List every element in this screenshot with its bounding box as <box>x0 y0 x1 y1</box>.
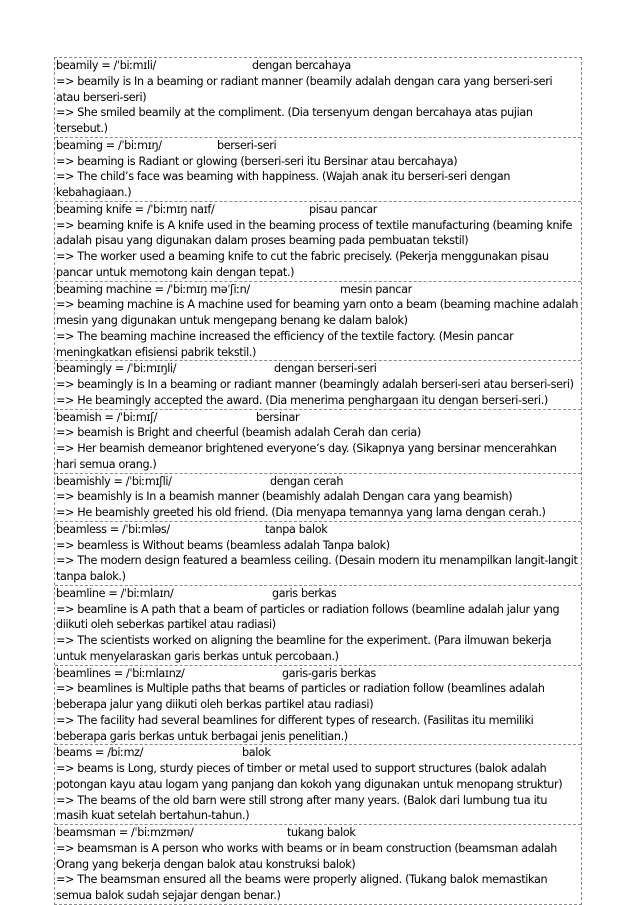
entry-example: => She smiled beamily at the compliment. (Dia tersenyum dengan bercahaya atas pujian tersebut.) <box>56 106 533 135</box>
entry-headline <box>56 410 579 426</box>
entry-headline <box>56 825 579 841</box>
entry-headword: beams = /biːmz/ <box>56 746 144 760</box>
entry-definition: => beamlines is Multiple paths that beams of particles or radiation follow (beamlines adalah beberapa jalur yang diikuti oleh berkas partikel atau radiasi) <box>56 682 545 711</box>
entry-translation: mesin pancar <box>340 282 412 296</box>
entry-translation: balok <box>242 746 271 760</box>
entry-headline <box>56 282 579 298</box>
entry-headword: beamish = /ˈbiːmɪʃ/ <box>56 410 158 424</box>
entry-headline <box>56 666 579 682</box>
entry-definition: => beaming knife is A knife used in the beaming process of textile manufacturing (beaming knife adalah pisau yang digunakan dalam proses beaming pada pembuatan tekstil) <box>56 218 573 248</box>
entry-headline <box>56 745 579 761</box>
entry-example: => Her beamish demeanor brightened everyone’s day. (Sikapnya yang bersinar mencerahkan hari semua orang.) <box>56 442 557 471</box>
entry-headline <box>56 522 579 538</box>
entry-headline <box>56 58 579 74</box>
entry-translation: dengan cerah <box>270 474 344 488</box>
entry-definition: => beamily is In a beaming or radiant manner (beamily adalah dengan cara yang berseri-seri atau berseri-seri) <box>56 74 553 104</box>
entry-translation: tanpa balok <box>265 522 328 536</box>
entry-example: => The worker used a beaming knife to cut the fabric precisely. (Pekerja menggunakan pisau pancar untuk memotong kain dengan tepat.) <box>56 250 549 279</box>
entry-definition: => beamsman is A person who works with beams or in beam construction (beamsman adalah Orang yang bekerja dengan balok atau konstruksi balok) <box>56 841 558 871</box>
dictionary-entry <box>55 585 581 665</box>
entry-example: => The modern design featured a beamless ceiling. (Desain modern itu menampilkan langit-langit tanpa balok.) <box>56 554 578 583</box>
entry-headword: beamsman = /ˈbiːmzmən/ <box>56 826 194 839</box>
dictionary-entry <box>55 744 581 824</box>
entry-headword: beamily = /ˈbiːmɪli/ <box>56 59 156 72</box>
entry-example: => The beaming machine increased the efficiency of the textile factory. (Mesin pancar meningkatkan efisiensi pabrik tekstil.) <box>56 329 514 359</box>
entry-headword: beaming machine = /ˈbiːmɪŋ məˈʃiːn/ <box>56 282 250 296</box>
dictionary-table <box>54 57 582 905</box>
entry-example: => He beamishly greeted his old friend. (Dia menyapa temannya yang lama dengan cerah.) <box>56 506 546 519</box>
entry-example: => The facility had several beamlines for different types of research. (Fasilitas itu memiliki beberapa garis berkas untuk berbagai jenis penelitian.) <box>56 713 534 743</box>
entry-headline <box>56 474 579 490</box>
entry-translation: tukang balok <box>287 826 356 839</box>
entry-definition: => beamishly is In a beamish manner (beamishly adalah Dengan cara yang beamish) <box>56 490 513 504</box>
entry-example: => The beamsman ensured all the beams were properly aligned. (Tukang balok memastikan semua balok sudah sejajar dengan benar.) <box>56 873 548 902</box>
entry-headword: beamishly = /ˈbiːmɪʃli/ <box>56 474 172 488</box>
entry-headline <box>56 586 579 602</box>
entry-definition: => beaming is Radiant or glowing (berseri-seri itu Bersinar atau bercahaya) <box>56 154 458 168</box>
entry-definition: => beamless is Without beams (beamless adalah Tanpa balok) <box>56 538 390 552</box>
entry-translation: garis-garis berkas <box>282 666 376 680</box>
entry-example: => The child’s face was beaming with happiness. (Wajah anak itu berseri-seri dengan kebahagiaan.) <box>56 170 511 199</box>
dictionary-entry <box>55 137 581 201</box>
entry-definition: => beaming machine is A machine used for beaming yarn onto a beam (beaming machine adalah mesin yang digunakan untuk mengepang benang ke dalam balok) <box>56 298 579 327</box>
entry-headline <box>56 361 579 377</box>
entry-definition: => beamline is A path that a beam of particles or radiation follows (beamline adalah jalur yang diikuti oleh seberkas partikel atau radiasi) <box>56 602 560 632</box>
entry-translation: dengan bercahaya <box>252 59 351 72</box>
dictionary-entry <box>55 665 581 745</box>
entry-headword: beamless = /ˈbiːmləs/ <box>56 522 170 536</box>
dictionary-entry <box>55 409 581 473</box>
entry-definition: => beams is Long, sturdy pieces of timber or metal used to support structures (balok adalah potongan kayu atau logam yang panjang dan kokoh yang digunakan untuk menopang struktur) <box>56 762 563 791</box>
entry-translation: berseri-seri <box>217 138 277 152</box>
dictionary-entry <box>55 281 581 361</box>
entry-example: => The beams of the old barn were still strong after many years. (Balok dari lumbung tua itu masih kuat setelah bertahun-tahun.) <box>56 793 548 823</box>
entry-translation: garis berkas <box>272 586 337 600</box>
entry-definition: => beamish is Bright and cheerful (beamish adalah Cerah dan ceria) <box>56 426 421 440</box>
entry-headword: beaming = /ˈbiːmɪŋ/ <box>56 138 162 152</box>
entry-headword: beamline = /ˈbiːmlaɪn/ <box>56 586 174 600</box>
entry-headline <box>56 202 579 218</box>
entry-translation: pisau pancar <box>309 202 377 216</box>
dictionary-entry <box>55 473 581 521</box>
entry-translation: bersinar <box>256 410 300 424</box>
entry-headline <box>56 138 579 154</box>
entry-example: => The scientists worked on aligning the beamline for the experiment. (Para ilmuwan bekerja untuk menyelaraskan garis berkas untuk percobaan.) <box>56 634 552 663</box>
dictionary-entry <box>55 58 581 137</box>
entry-definition: => beamingly is In a beaming or radiant manner (beamingly adalah berseri-seri atau berseri-seri) <box>56 378 574 391</box>
entry-headword: beamingly = /ˈbiːmɪŋli/ <box>56 362 177 376</box>
dictionary-entry <box>55 521 581 585</box>
entry-headword: beamlines = /ˈbiːmlaɪnz/ <box>56 666 185 680</box>
dictionary-entry <box>55 824 581 904</box>
entry-translation: dengan berseri-seri <box>274 362 377 376</box>
dictionary-entry <box>55 201 581 281</box>
entry-headword: beaming knife = /ˈbiːmɪŋ naɪf/ <box>56 202 215 216</box>
entry-example: => He beamingly accepted the award. (Dia menerima penghargaan itu dengan berseri-seri.) <box>56 393 548 407</box>
dictionary-entry <box>55 360 581 408</box>
